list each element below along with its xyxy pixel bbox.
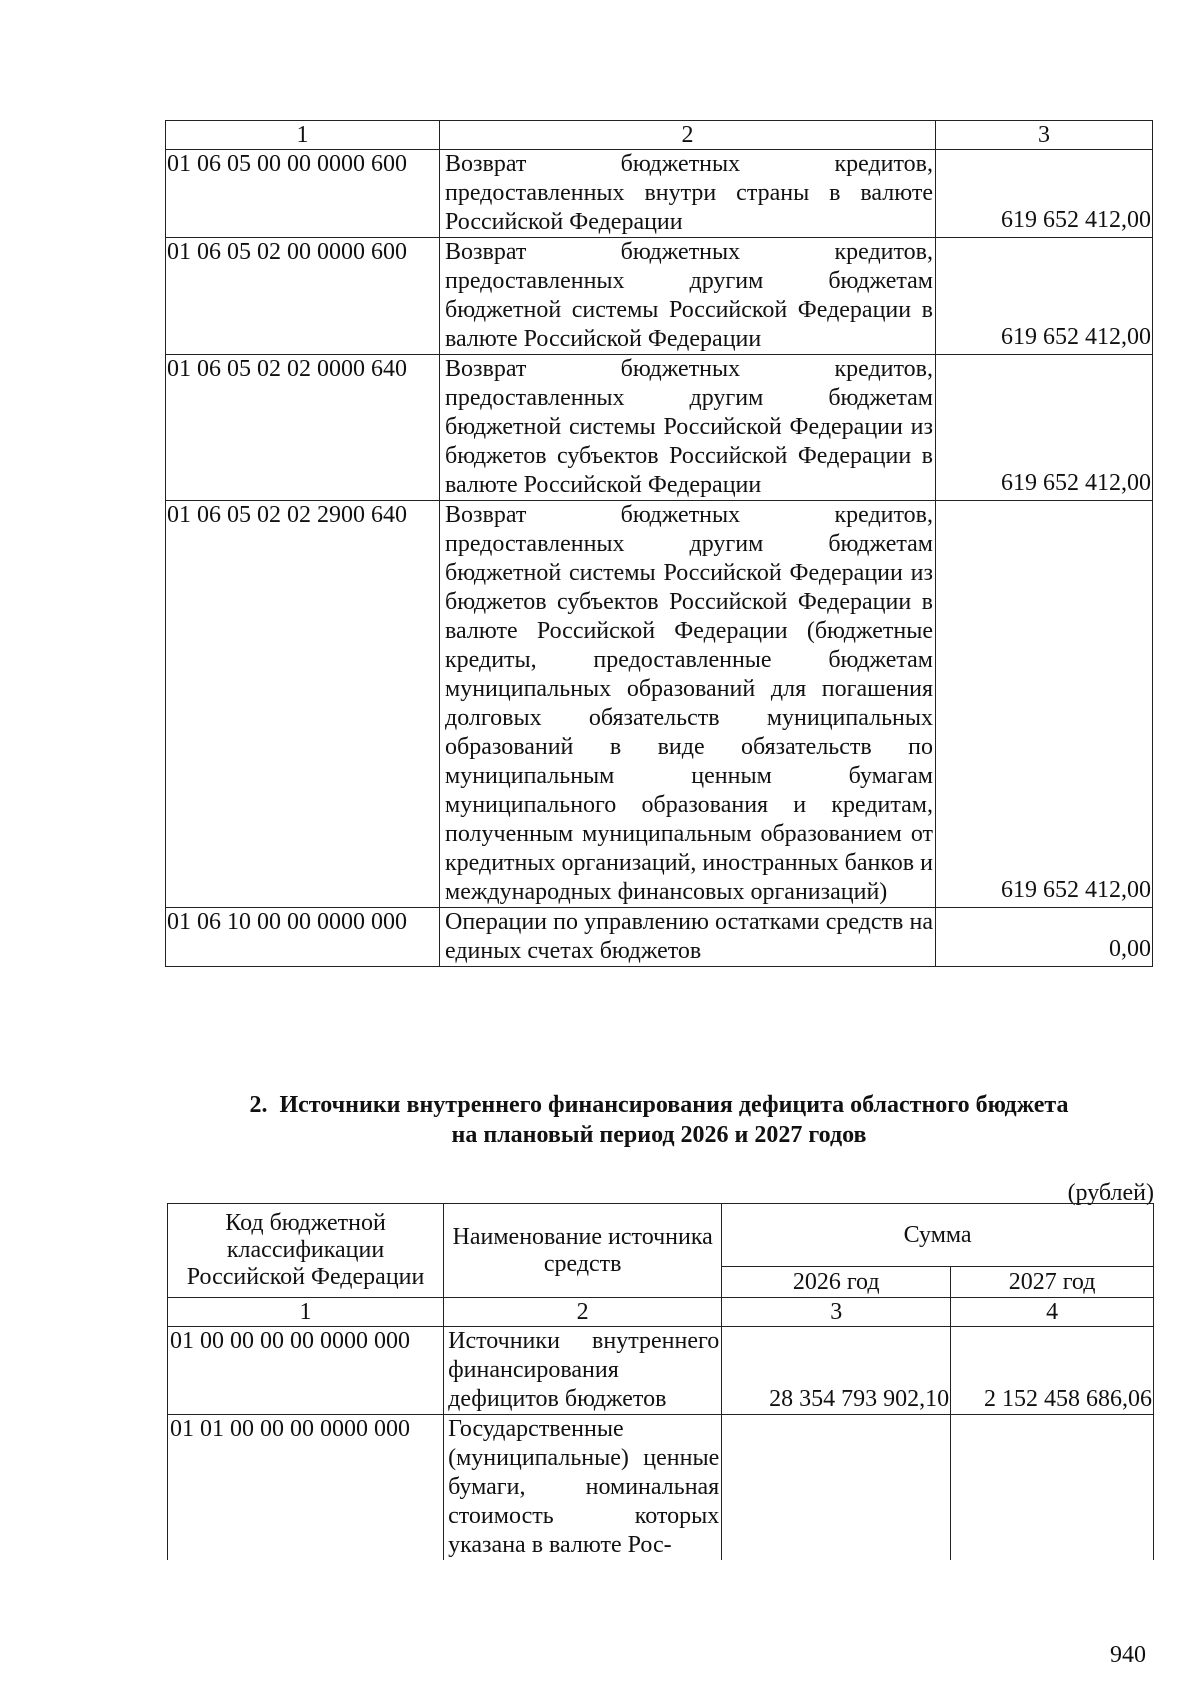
section-title-line1 <box>165 1090 1153 1120</box>
sources-table-continued <box>165 120 1153 967</box>
row-name: Возврат бюджетных кредитов, предоставленных другим бюджетам бюджетной системы Российской Федерации из бюджетов субъектов Российской Федерации в валюте Российской Федерации <box>440 355 936 501</box>
table-row <box>166 908 1153 967</box>
column-number-row <box>166 121 1153 150</box>
row-name: Источники внутреннего финансирования дефицитов бюджетов <box>444 1327 722 1415</box>
header-year-2027: 2027 год <box>951 1267 1154 1298</box>
column-number-3: 3 <box>936 121 1153 150</box>
row-code: 01 00 00 00 00 0000 000 <box>168 1327 444 1415</box>
row-amount: 619 652 412,00 <box>936 238 1153 355</box>
row-name: Государственные (муниципальные) ценные бумаги, номинальная стоимость которых указана в валюте Рос- <box>444 1415 722 1561</box>
table-row <box>166 150 1153 238</box>
row-name: Возврат бюджетных кредитов, предоставленных внутри страны в валюте Российской Федерации <box>440 150 936 238</box>
row-name: Возврат бюджетных кредитов, предоставленных другим бюджетам бюджетной системы Российской Федерации из бюджетов субъектов Российской Федерации в валюте Российской Федерации (бюджетные кредиты, предоставленные бюджетам муниципальных образований для погашения долговых обязательств муниципальных образований в виде обязательств по муниципальным ценным бумагам муниципального образования и кредитам, полученным муниципальным образованием от кредитных организаций, иностранных банков и международных финансовых организаций) <box>440 501 936 908</box>
sources-table-2026-2027 <box>167 1203 1154 1560</box>
row-code: 01 06 05 02 00 0000 600 <box>166 238 440 355</box>
row-amount-2026 <box>722 1415 951 1561</box>
section-title-text: Источники внутреннего финансирования дефицита областного бюджета <box>279 1092 1069 1118</box>
row-name: Возврат бюджетных кредитов, предоставленных другим бюджетам бюджетной системы Российской Федерации в валюте Российской Федерации <box>440 238 936 355</box>
column-number-2: 2 <box>440 121 936 150</box>
row-amount-2026: 28 354 793 902,10 <box>722 1327 951 1415</box>
row-amount: 0,00 <box>936 908 1153 967</box>
row-code: 01 06 05 00 00 0000 600 <box>166 150 440 238</box>
table-row <box>168 1327 1154 1415</box>
header-code: Код бюджетной классификации Российской Федерации <box>168 1204 444 1298</box>
table-row <box>168 1415 1154 1561</box>
column-number-row <box>168 1298 1154 1327</box>
column-number-3: 3 <box>722 1298 951 1327</box>
column-number-2: 2 <box>444 1298 722 1327</box>
row-amount: 619 652 412,00 <box>936 501 1153 908</box>
row-code: 01 06 05 02 02 2900 640 <box>166 501 440 908</box>
header-row <box>168 1204 1154 1267</box>
row-code: 01 06 10 00 00 0000 000 <box>166 908 440 967</box>
row-name: Операции по управлению остатками средств на единых счетах бюджетов <box>440 908 936 967</box>
table-row <box>166 501 1153 908</box>
column-number-1: 1 <box>168 1298 444 1327</box>
row-code: 01 06 05 02 02 0000 640 <box>166 355 440 501</box>
section-heading <box>165 1090 1153 1150</box>
row-amount: 619 652 412,00 <box>936 355 1153 501</box>
row-amount-2027 <box>951 1415 1154 1561</box>
table-row <box>166 355 1153 501</box>
column-number-4: 4 <box>951 1298 1154 1327</box>
row-amount-2027: 2 152 458 686,06 <box>951 1327 1154 1415</box>
section-title-line2: на плановый период 2026 и 2027 годов <box>451 1122 867 1148</box>
units-label: (рублей) <box>1067 1180 1154 1206</box>
row-amount: 619 652 412,00 <box>936 150 1153 238</box>
header-name: Наименование источника средств <box>444 1204 722 1298</box>
header-sum: Сумма <box>722 1204 1154 1267</box>
page-number: 940 <box>1110 1642 1146 1668</box>
row-code: 01 01 00 00 00 0000 000 <box>168 1415 444 1561</box>
header-year-2026: 2026 год <box>722 1267 951 1298</box>
column-number-1: 1 <box>166 121 440 150</box>
section-number: 2. <box>249 1092 268 1118</box>
table-row <box>166 238 1153 355</box>
